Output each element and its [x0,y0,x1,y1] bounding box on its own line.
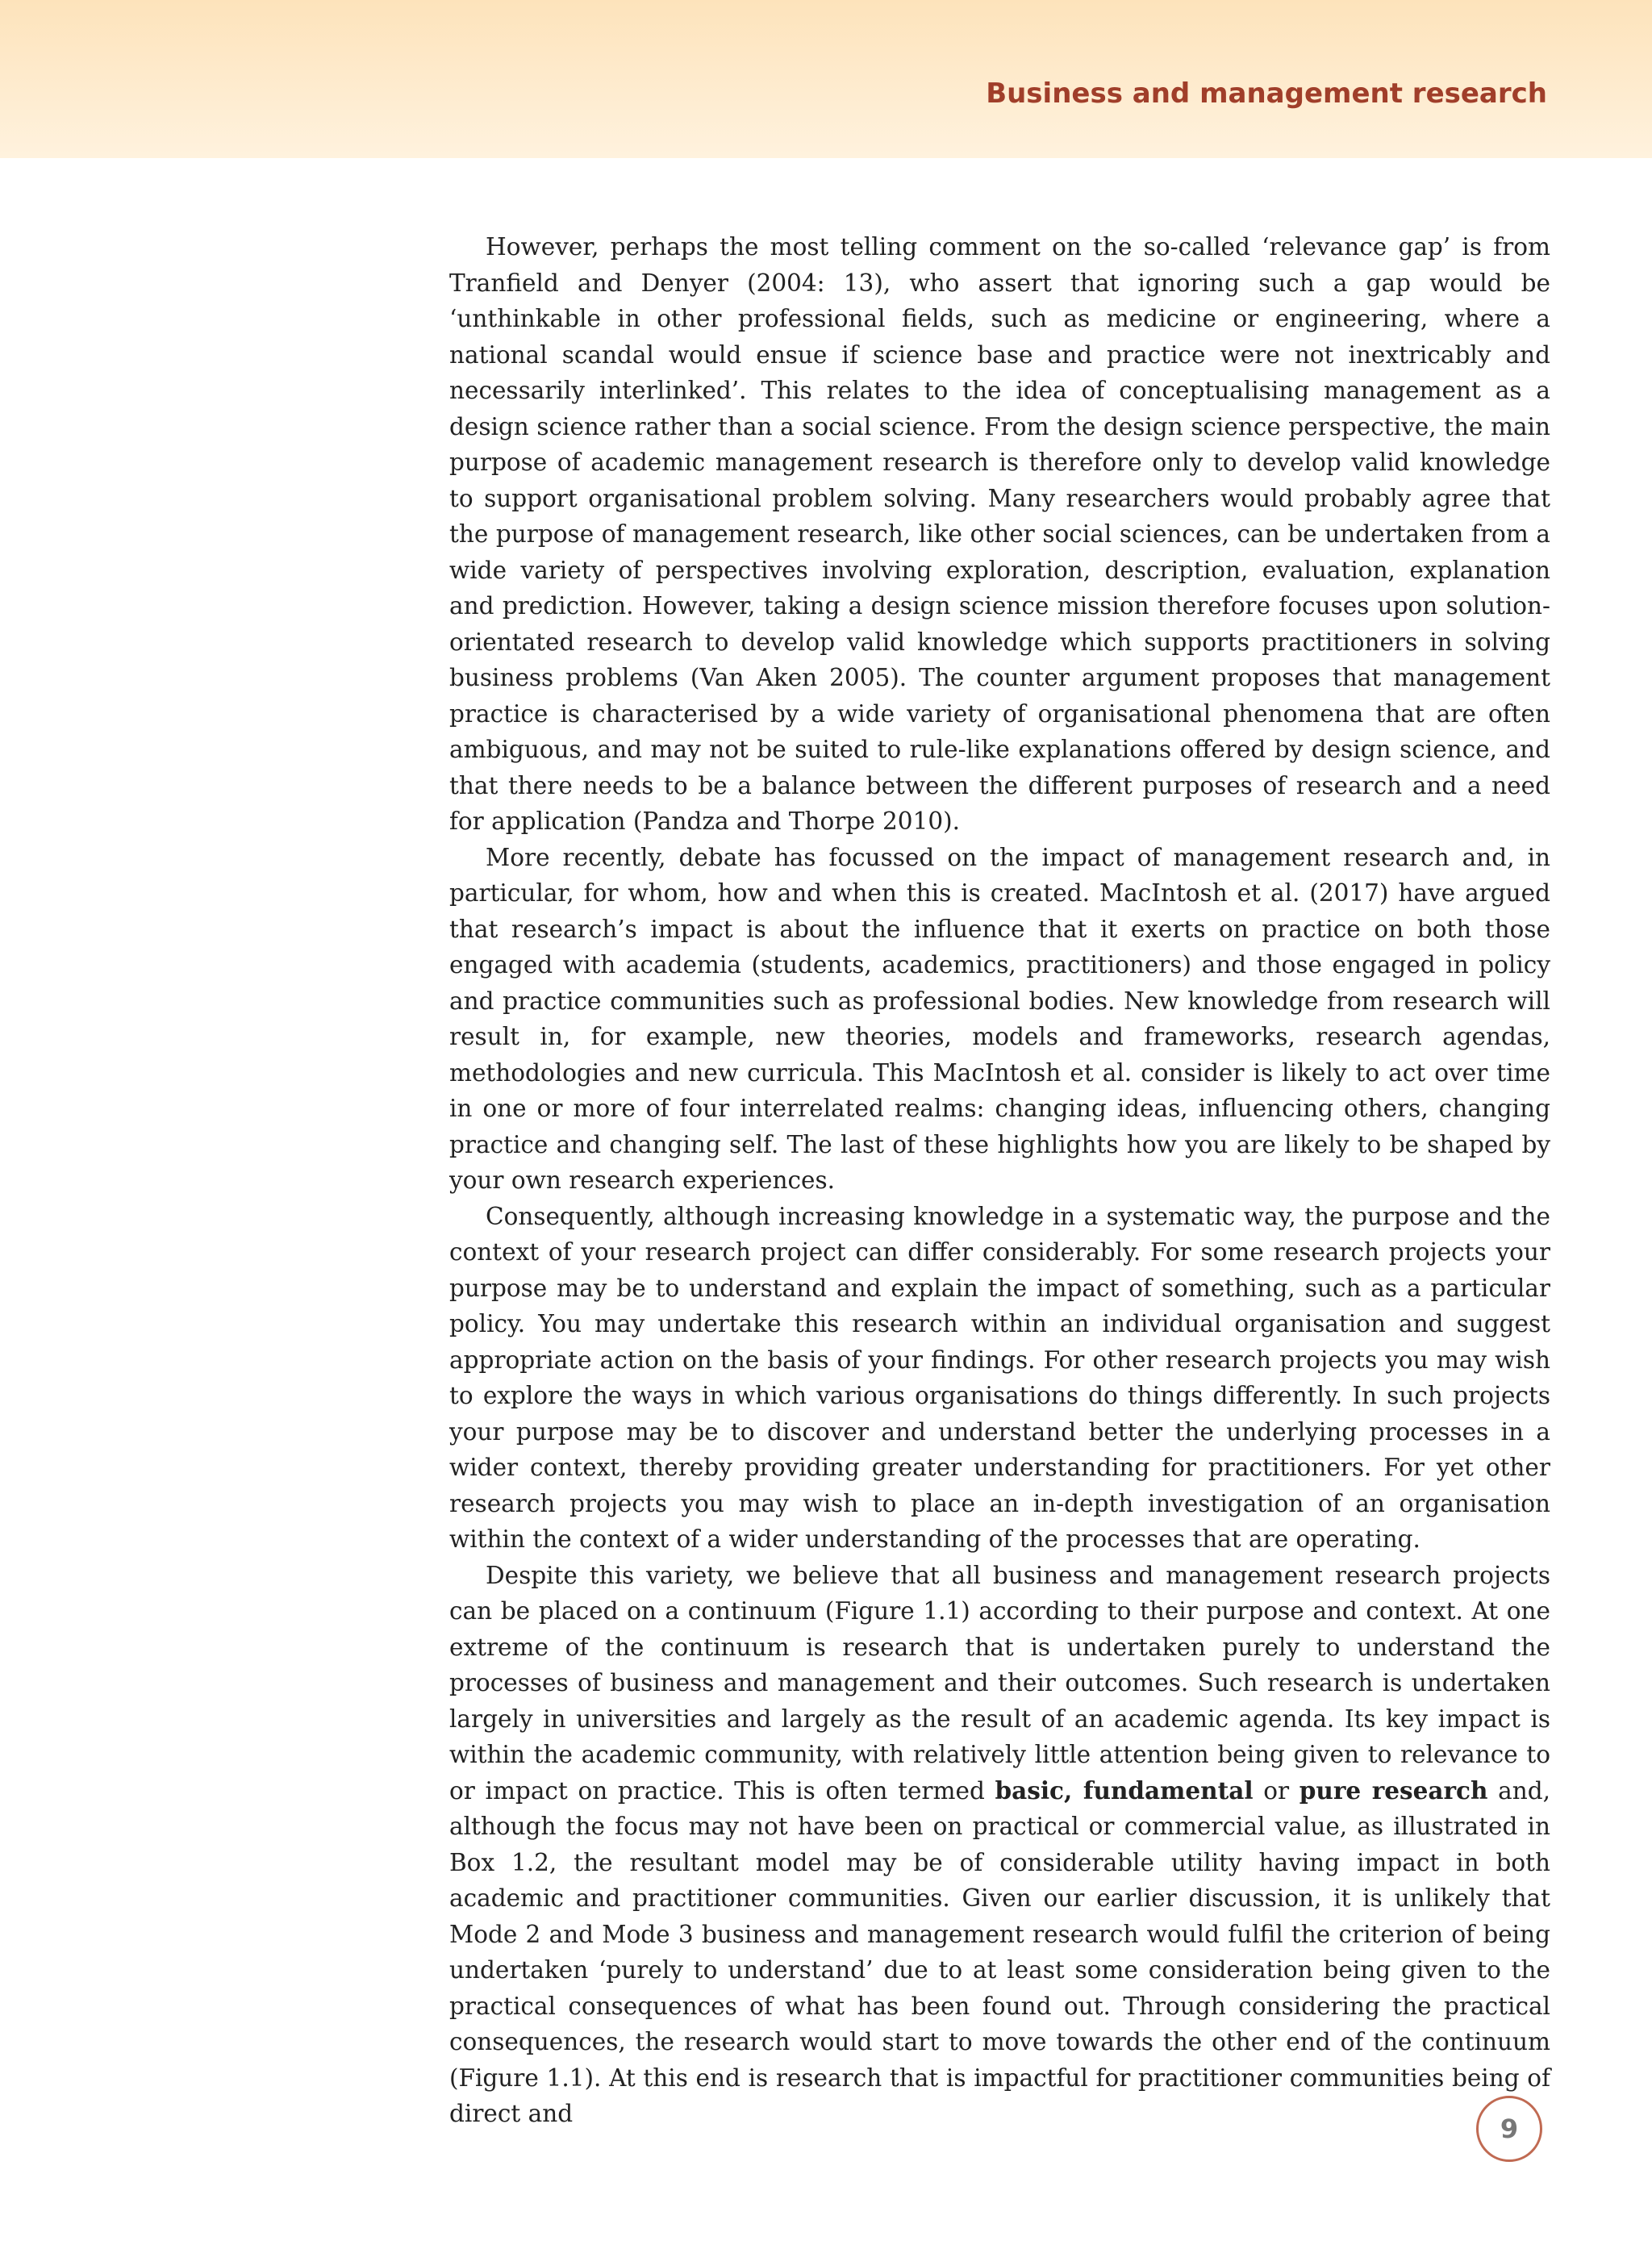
paragraph-continuum-text-1: Despite this variety, we believe that all business and management research projects can be placed on a continuum (Figure 1.1) according to their purpose and context. At one extreme of the continuum is research that is undertaken purely to understand the processes of business and management and their outcomes. Such research is undertaken largely in universities and largely as the result of an academic agenda. Its key impact is within the academic community, with relatively little attention being given to relevance to or impact on practice. This is often termed [449,1561,1550,1805]
page-number-badge [1476,2096,1542,2162]
paragraph-research-impact: More recently, debate has focussed on the impact of management research and, in particular, for whom, how and when this is created. MacIntosh et al. (2017) have argued that research’s impact is about the influence that it exerts on practice on both those engaged with academia (students, academics, practitioners) and those engaged in policy and practice communities such as professional bodies. New knowledge from research will result in, for example, new theories, models and frameworks, research agendas, methodologies and new curricula. This MacIntosh et al. consider is likely to act over time in one or more of four interrelated realms: changing ideas, influencing others, changing practice and changing self. The last of these highlights how you are likely to be shaped by your own research experiences. [449,843,1550,1194]
paragraph-continuum-text-2: or [1253,1776,1299,1805]
term-pure-research: pure research [1299,1776,1488,1805]
paragraph-continuum [449,1558,1550,2132]
term-basic-fundamental: basic, fundamental [995,1776,1254,1805]
running-title: Business and management research [986,77,1547,110]
paragraph-relevance-gap: However, perhaps the most telling comment on the so-called ‘relevance gap’ is from Tranfield and Denyer (2004: 13), who assert that ignoring such a gap would be ‘unthinkable in other professional fields, such as medicine or engineering, where a national scandal would ensue if science base and practice were not inextricably and necessarily interlinked’. This relates to the idea of conceptualising management as a design science rather than a social science. From the design science perspective, the main purpose of academic management research is therefore only to develop valid knowledge to support organisational problem solving. Many researchers would probably agree that the purpose of management research, like other social sciences, can be undertaken from a wide variety of perspectives involving exploration, description, evaluation, explanation and prediction. However, taking a design science mission therefore focuses upon solution-orientated research to develop valid knowledge which supports practitioners in solving business problems (Van Aken 2005). The counter argument proposes that management practice is characterised by a wide variety of organisational phenomena that are often ambiguous, and may not be suited to rule-like explanations offered by design science, and that there needs to be a balance between the different purposes of research and a need for application (Pandza and Thorpe 2010). [449,233,1550,835]
page-number: 9 [1500,2114,1519,2144]
paragraph-purpose-context: Consequently, although increasing knowledge in a systematic way, the purpose and the context of your research project can differ considerably. For some research projects your purpose may be to understand and explain the impact of something, such as a particular policy. You may undertake this research within an individual organisation and suggest appropriate action on the basis of your findings. For other research projects you may wish to explore the ways in which various organisations do things differently. In such projects your purpose may be to discover and understand better the underlying processes in a wider context, thereby providing greater understanding for practitioners. For yet other research projects you may wish to place an in-depth investigation of an organisation within the context of a wider understanding of the processes that are operating. [449,1202,1550,1553]
body-text [449,229,1550,2132]
paragraph-continuum-text-3: and, although the focus may not have been on practical or commercial value, as illustrated in Box 1.2, the resultant model may be of considerable utility having impact in both academic and practitioner communities. Given our earlier discussion, it is unlikely that Mode 2 and Mode 3 business and management research would fulfil the criterion of being undertaken ‘purely to understand’ due to at least some consideration being given to the practical consequences of what has been found out. Through considering the practical consequences, the research would start to move towards the other end of the continuum (Figure 1.1). At this end is research that is impactful for practitioner communities being of direct and [449,1776,1550,2127]
